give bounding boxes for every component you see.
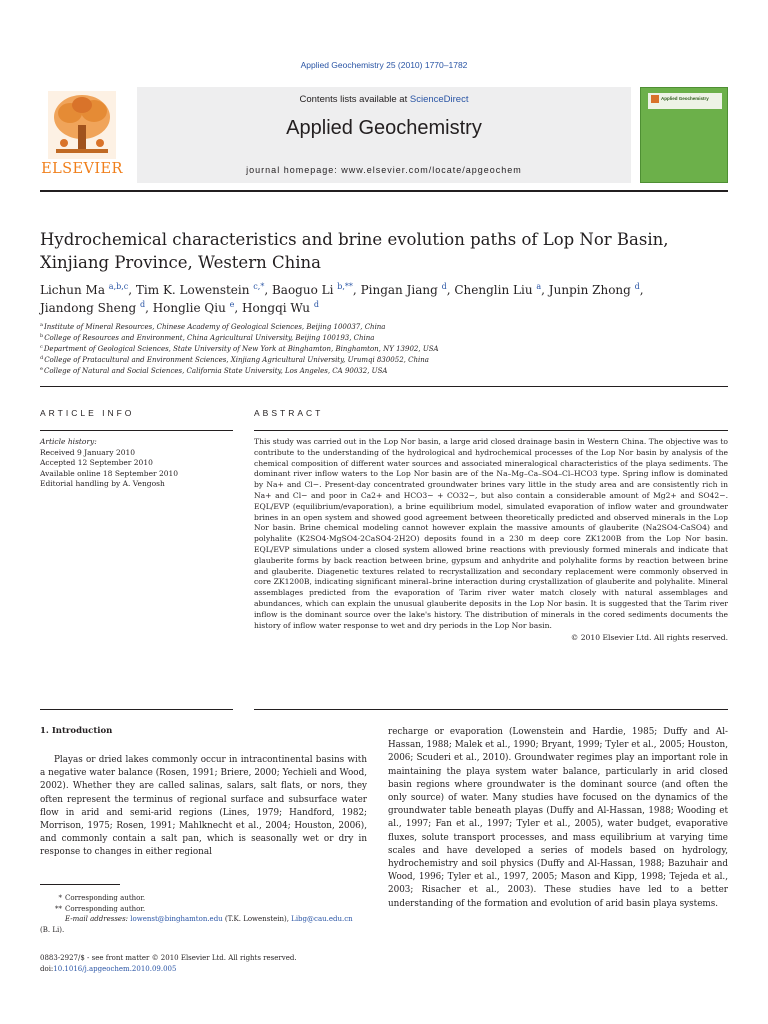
affiliation-text: College of Resources and Environment, China Agricultural University, Beijing 100193, China — [44, 334, 375, 342]
issn-line: 0883-2927/$ - see front matter © 2010 Elsevier Ltd. All rights reserved. — [40, 954, 297, 962]
contents-prefix: Contents lists available at — [299, 94, 410, 105]
affiliation-key: e — [40, 365, 43, 372]
journal-citation[interactable]: Applied Geochemistry 25 (2010) 1770–1782 — [300, 60, 468, 70]
introduction-paragraph: Playas or dried lakes commonly occur in intracontinental basins with a negative water balance (Rosen, 1991; Briere, 2000; Yechieli and Wood, 2002). Whether they are called salinas, salars, salt flats, or nors, they often represent the terminus of regional surface and subsurface water flow in arid and semi-arid regions (Lines, 1979; Handford, 1982; Morrison, 1975; Rosen, 1991; Mahlknecht et al., 2004; Houston, 2006), and commonly contain a salt pan, which is seasonally wet or dry in response to changes in either regional — [40, 755, 367, 858]
affiliation-text: College of Pratacultural and Environment Sciences, Xinjiang Agricultural University, Urumqi 830052, China — [44, 356, 429, 364]
history-item: Received 9 January 2010 — [40, 447, 136, 457]
author-separator: , — [639, 283, 644, 297]
author-name[interactable]: Pingan Jiang — [360, 283, 442, 297]
footnote-corresponding-2: ** Corresponding author. — [55, 904, 146, 913]
history-item: Available online 18 September 2010 — [40, 468, 179, 478]
email-link-lowenstein[interactable]: lowenst@binghamton.edu — [130, 915, 223, 923]
publisher-wordmark: ELSEVIER — [41, 161, 123, 177]
masthead-divider — [40, 190, 728, 192]
contents-line — [137, 94, 631, 105]
body-column-right — [388, 726, 728, 911]
author-name[interactable]: Jiandong Sheng — [40, 301, 140, 315]
author-name[interactable]: Junpin Zhong — [548, 283, 635, 297]
affiliation-text: Department of Geological Sciences, State University of New York at Binghamton, Binghamton, NY 13902, USA — [43, 345, 439, 353]
author-affiliation-marker[interactable]: d — [634, 282, 640, 291]
affiliation-text: Institute of Mineral Resources, Chinese Academy of Geological Sciences, Beijing 100037, China — [43, 323, 386, 331]
author-affiliation-marker[interactable]: c,* — [253, 282, 265, 291]
abstract — [254, 408, 728, 644]
article-info-bottom-rule — [40, 709, 233, 710]
author-name[interactable]: Chenglin Liu — [454, 283, 537, 297]
author-name[interactable]: Lichun Ma — [40, 283, 109, 297]
doi-link[interactable]: 10.1016/j.apgeochem.2010.09.005 — [53, 964, 177, 973]
copyright-notice: © 2010 Elsevier Ltd. All rights reserved. — [570, 633, 728, 643]
affiliation-key: c — [40, 343, 43, 350]
article-info — [40, 408, 233, 490]
history-item: Editorial handling by A. Vengosh — [40, 479, 165, 488]
author-affiliation-marker[interactable]: a — [536, 282, 542, 291]
affiliation-text: College of Natural and Social Sciences, California State University, Los Angeles, CA 90032, USA — [43, 367, 388, 375]
author-affiliation-marker[interactable]: e — [229, 300, 235, 309]
abstract-bottom-rule — [254, 709, 728, 710]
footnotes — [40, 884, 367, 935]
footnote-corresponding-1: * Corresponding author. — [58, 894, 146, 902]
elsevier-logo[interactable] — [40, 87, 124, 183]
author-name[interactable]: Honglie Qiu — [152, 301, 230, 315]
author-separator: , — [128, 283, 136, 297]
email-link-li[interactable]: Libg@cau.edu.cn — [291, 915, 353, 923]
affiliation-divider — [40, 386, 728, 387]
affiliation-list — [40, 322, 728, 377]
masthead-banner — [137, 87, 631, 183]
author-separator: , — [145, 301, 153, 315]
affiliation-key: d — [40, 354, 44, 361]
affiliation-item — [40, 322, 728, 333]
footnote-email-owner: (B. Li). — [40, 925, 65, 934]
history-item: Accepted 12 September 2010 — [40, 458, 153, 467]
paper-title: Hydrochemical characteristics and brine evolution paths of Lop Nor Basin, Xinjiang Province, Western China — [40, 230, 669, 272]
introduction-paragraph-continued: recharge or evaporation (Lowenstein and Hardie, 1985; Duffy and Al-Hassan, 1988; Malek et al., 1990; Bryant, 1999; Tyler et al., 2005; Houston, 2006; Scuderi et al., 2010). Groundwater regimes play an important role in maintaining the playa system water balance, particularly in arid closed basin regions where groundwater is the dominant source (and often the only source) of water. Many studies have focused on the dynamics of the groundwater table beneath playas (Duffy and Al-Hassan, 1988; Wooding et al., 1997; Fan et al., 1997; Tyler et al., 2005), water budget, evaporative fluxes, solute transport processes, and mass equilibrium at varying time scales and have developed a series of models based on hydrology, hydrochemistry and soil physics (Duffy and Al-Hassan, 1988; Bazuhair and Wood, 1996; Tyler et al., 1997, 2005; Mason and Kipp, 1998; Tejeda et al., 2003; Risacher et al., 2003). These studies have led to a better understanding of the formation and evolution of arid basin playa systems. — [388, 727, 728, 909]
front-matter-info — [40, 953, 367, 974]
journal-title[interactable]: Applied Geochemistry — [286, 117, 482, 139]
elsevier-tree-icon — [48, 91, 116, 159]
author-affiliation-marker[interactable]: b,** — [337, 282, 353, 291]
author-affiliation-marker[interactable]: d — [441, 282, 447, 291]
abstract-text: This study was carried out in the Lop Nor basin, a large arid closed drainage basin in Western China. The objective was to contribute to the understanding of the hydrological and hydrochemical processes of the Lop Nor basin by analysis of the chemical composition of different water sources and associated mineralogical characteristics of the playa sediments. The dominant river inflow waters to the Lop Nor basin are of the Na–Mg–Ca–SO4–Cl–HCO3 type. Spring inflow is dominated by Na+ and Cl−. Present-day concentrated groundwater brines vary little in the study area and are consistently rich in Na+ and Cl− and poor in Ca2+ and HCO3− + CO32−, but also contain a considerable amount of Mg2+ and SO42−. EQL/EVP (equilibrium/evaporation), a brine equilibrium model, simulated evaporation of inflow water and groundwater brines in an open system and showed good agreement between theoretically predicted and observed minerals in the Lop Nor basin. Brine chemical modeling cannot however explain the massive amounts of glauberite (Na2SO4·CaSO4) and polyhalite (K2SO4·MgSO4·2CaSO4·2H2O) deposits found in a 230 m deep core ZK1200B from the Lop Nor basin. EQL/EVP simulations under a closed system allowed brine reactions with previously formed minerals and indicate that glauberite forms by back reaction between brine, gypsum and anhydrite and polyhalite forms by reaction between brine and glauberite. Diagenetic textures related to recrystallization and secondary replacement were commonly observed in core ZK1200B, indicating significant mineral–brine interaction during crystallization of glauberite and polyhalite. Mineral assemblages predicted from the evaporation of Tarim river water match closely with natural assemblages and abundances, which can explain the unusual glauberite deposits in the Lop Nor basin. It is suggested that the Tarim river inflow is the dominant source over the lake's history. The distribution of minerals in the cored sediments documents the history of inflow water response to wet and dry periods in the Lop Nor basin. — [254, 437, 728, 630]
author-affiliation-marker[interactable]: d — [313, 300, 319, 309]
author-name[interactable]: Hongqi Wu — [242, 301, 314, 315]
body-column-left — [40, 726, 367, 860]
author-name[interactable]: Tim K. Lowenstein — [135, 283, 254, 297]
journal-cover-thumbnail[interactable] — [640, 87, 728, 183]
affiliation-item — [40, 333, 728, 344]
cover-title: Applied Geochemistry — [661, 96, 709, 101]
affiliation-item — [40, 366, 728, 377]
email-label: E-mail addresses: — [65, 915, 129, 923]
journal-homepage[interactable]: journal homepage: www.elsevier.com/locate/apgeochem — [246, 165, 522, 175]
history-label: Article history: — [40, 437, 97, 446]
author-list — [40, 281, 728, 317]
doi-line: doi:10.1016/j.apgeochem.2010.09.005 — [40, 964, 177, 973]
author-affiliation-marker[interactable]: a,b,c — [108, 282, 129, 291]
section-heading-introduction: 1. Introduction — [40, 726, 113, 736]
affiliation-item — [40, 355, 728, 366]
author-separator: , — [352, 283, 361, 297]
article-info-heading: ARTICLE INFO — [40, 408, 233, 431]
affiliation-key: b — [40, 332, 44, 339]
affiliation-item — [40, 344, 728, 355]
article-history — [40, 437, 233, 490]
abstract-heading: ABSTRACT — [254, 408, 728, 431]
masthead — [40, 87, 728, 187]
author-separator: , — [446, 283, 455, 297]
cover-logo-icon — [651, 95, 659, 103]
affiliation-key: a — [40, 321, 43, 328]
author-separator: , — [234, 301, 242, 315]
author-affiliation-marker[interactable]: d — [139, 300, 146, 309]
sciencedirect-link[interactable]: ScienceDirect — [409, 94, 469, 105]
footnote-emails: E-mail addresses: lowenst@binghamton.edu (T.K. Lowenstein), Libg@cau.edu.cn — [65, 915, 353, 923]
author-name[interactable]: Baoguo Li — [271, 283, 338, 297]
author-separator: , — [541, 283, 549, 297]
author-separator: , — [264, 283, 272, 297]
